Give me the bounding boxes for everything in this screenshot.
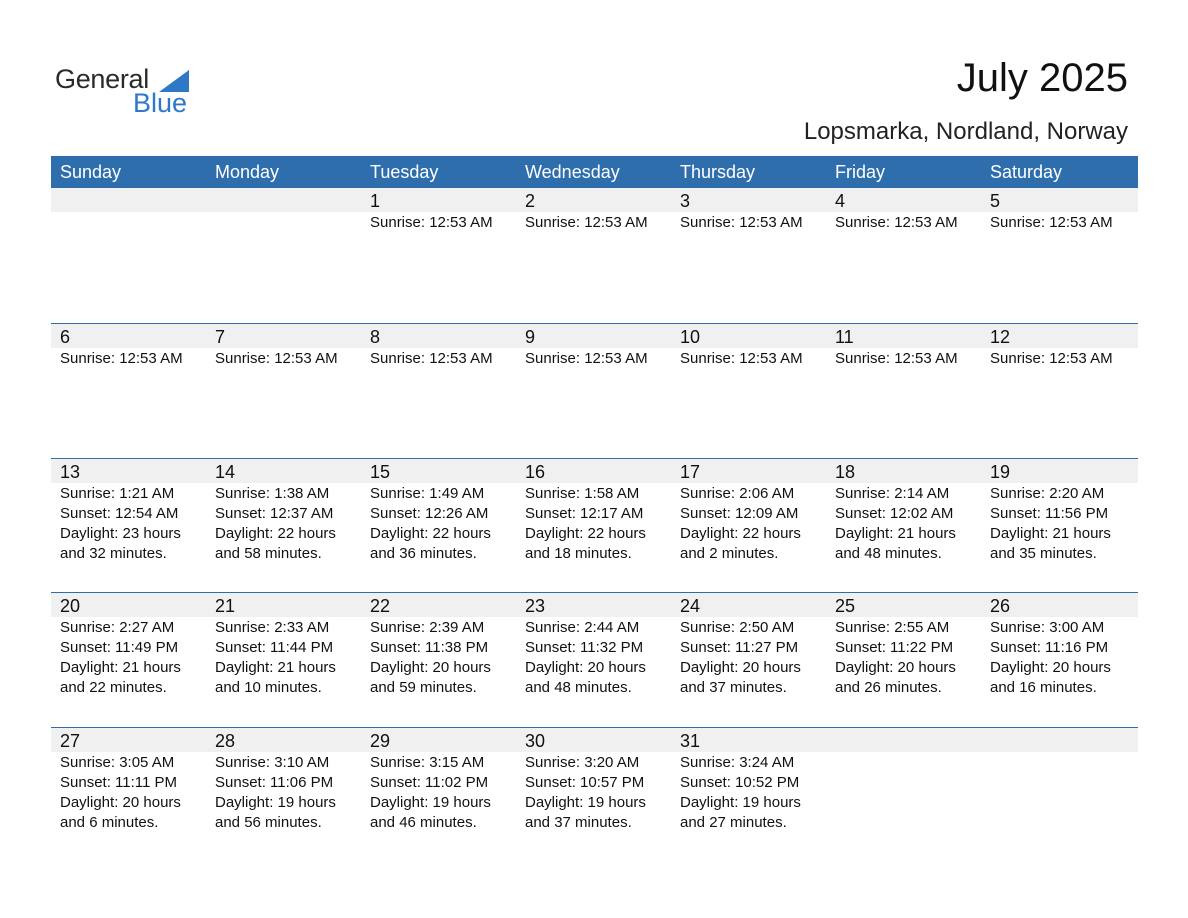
day-info-line: Sunrise: 2:55 AM: [835, 619, 950, 636]
day-info-line: and 35 minutes.: [990, 544, 1097, 562]
day-number: 4: [835, 191, 846, 211]
day-cell: [826, 483, 981, 564]
day-number-row: [51, 459, 1138, 483]
day-details-row: [51, 348, 1138, 369]
day-number: 30: [525, 730, 546, 751]
day-number: 8: [370, 327, 381, 347]
day-info-line: Sunset: 12:09 AM: [680, 504, 799, 522]
calendar-week: [51, 323, 1138, 458]
day-number: 12: [990, 327, 1011, 347]
day-info-line: Sunset: 12:02 AM: [835, 504, 954, 522]
day-info-line: Sunrise: 12:53 AM: [215, 350, 338, 367]
day-cell: [671, 483, 826, 564]
day-info-line: Sunrise: 3:10 AM: [215, 753, 330, 771]
day-info-line: Daylight: 23 hours: [60, 524, 181, 542]
day-number: 13: [60, 461, 81, 482]
day-info-line: Sunrise: 12:53 AM: [990, 350, 1113, 367]
day-info-line: Daylight: 19 hours: [525, 793, 646, 811]
day-details-row: [51, 212, 1138, 233]
day-cell: [51, 752, 206, 833]
day-info-line: Daylight: 22 hours: [525, 524, 646, 542]
location-subtitle: Lopsmarka, Nordland, Norway: [803, 118, 1128, 145]
day-cell: [826, 752, 981, 833]
day-cell: [361, 752, 516, 833]
calendar-week: [51, 592, 1138, 727]
day-info-line: Sunset: 11:49 PM: [60, 639, 179, 656]
day-info-line: Sunrise: 12:53 AM: [990, 214, 1113, 231]
day-number-row: [51, 188, 1138, 212]
day-cell: [671, 617, 826, 698]
day-info-line: and 46 minutes.: [370, 813, 477, 831]
day-info-line: Sunrise: 2:50 AM: [680, 619, 795, 636]
day-info-line: and 32 minutes.: [60, 544, 167, 562]
weekday-sunday: Sunday: [60, 162, 122, 182]
day-info-line: Sunrise: 12:53 AM: [835, 214, 958, 231]
weekday-header: [51, 156, 1138, 188]
day-cell: [51, 212, 206, 233]
day-info-line: Sunset: 11:22 PM: [835, 639, 954, 656]
day-info-line: Daylight: 22 hours: [680, 524, 801, 542]
day-cell: [826, 617, 981, 698]
day-info-line: Sunrise: 1:38 AM: [215, 484, 330, 502]
day-cell: [516, 212, 671, 233]
day-info-line: Sunrise: 2:06 AM: [680, 484, 795, 502]
weeks-container: [51, 188, 1138, 861]
day-cell: [516, 483, 671, 564]
day-cell: [361, 483, 516, 564]
day-cell: [826, 348, 981, 369]
day-info-line: Sunrise: 12:53 AM: [60, 350, 183, 367]
day-number: 27: [60, 730, 81, 751]
weekday-wednesday: Wednesday: [525, 162, 620, 182]
day-info-line: and 18 minutes.: [525, 544, 632, 562]
day-info-line: and 16 minutes.: [990, 679, 1097, 696]
day-number: [981, 728, 1138, 752]
day-info-line: Sunset: 11:27 PM: [680, 639, 799, 656]
day-info-line: Sunrise: 12:53 AM: [525, 214, 648, 231]
day-number: 16: [525, 461, 546, 482]
day-info-line: Sunrise: 1:49 AM: [370, 484, 485, 502]
day-cell: [981, 752, 1138, 833]
day-info-line: Sunset: 12:17 AM: [525, 504, 644, 522]
day-info-line: Sunrise: 3:24 AM: [680, 753, 795, 771]
day-number: 6: [60, 327, 71, 347]
day-info-line: Sunset: 11:02 PM: [370, 773, 489, 791]
day-number: 20: [60, 596, 81, 616]
day-number: 24: [680, 596, 701, 616]
calendar-grid: [51, 156, 1138, 861]
day-cell: [981, 348, 1138, 369]
day-number: 1: [370, 191, 381, 211]
day-info-line: Sunrise: 12:53 AM: [525, 350, 648, 367]
page-title: July 2025: [956, 56, 1128, 100]
day-number: 7: [215, 327, 226, 347]
weekday-thursday: Thursday: [680, 162, 756, 182]
weekday-friday: Friday: [835, 162, 886, 182]
day-info-line: Sunset: 12:26 AM: [370, 504, 489, 522]
day-number-row: [51, 593, 1138, 617]
day-cell: [51, 483, 206, 564]
day-info-line: Daylight: 22 hours: [370, 524, 491, 542]
day-number: 31: [680, 730, 701, 751]
day-info-line: Daylight: 19 hours: [215, 793, 336, 811]
day-details-row: [51, 617, 1138, 698]
day-info-line: Sunrise: 12:53 AM: [680, 350, 803, 367]
day-info-line: Sunrise: 2:44 AM: [525, 619, 640, 636]
day-number: [826, 728, 981, 752]
logo-blue-text: Blue: [133, 88, 188, 118]
day-number-row: [51, 728, 1138, 752]
day-info-line: Sunrise: 2:20 AM: [990, 484, 1105, 502]
day-info-line: Daylight: 19 hours: [370, 793, 491, 811]
day-info-line: Sunrise: 3:05 AM: [60, 753, 175, 771]
day-info-line: and 48 minutes.: [525, 679, 632, 696]
day-info-line: Daylight: 20 hours: [990, 659, 1111, 676]
day-number: 23: [525, 596, 546, 616]
day-info-line: and 56 minutes.: [215, 813, 322, 831]
day-info-line: Sunrise: 2:14 AM: [835, 484, 950, 502]
day-number: 14: [215, 461, 236, 482]
day-info-line: Sunrise: 3:15 AM: [370, 753, 485, 771]
day-info-line: and 59 minutes.: [370, 679, 477, 696]
day-cell: [671, 752, 826, 833]
day-info-line: Daylight: 21 hours: [990, 524, 1111, 542]
day-number: 26: [990, 596, 1011, 616]
day-info-line: Sunrise: 2:39 AM: [370, 619, 485, 636]
day-cell: [206, 212, 361, 233]
weekday-monday: Monday: [215, 162, 280, 182]
weekday-saturday: Saturday: [990, 162, 1063, 182]
day-info-line: Sunset: 11:11 PM: [60, 773, 178, 791]
day-info-line: Sunrise: 3:20 AM: [525, 753, 640, 771]
day-number: 28: [215, 730, 236, 751]
day-info-line: Sunset: 11:32 PM: [525, 639, 644, 656]
calendar-week: [51, 458, 1138, 593]
day-cell: [361, 212, 516, 233]
day-info-line: and 37 minutes.: [525, 813, 632, 831]
day-number: 10: [680, 327, 701, 347]
day-info-line: Sunset: 12:37 AM: [215, 504, 334, 522]
day-info-line: Daylight: 19 hours: [680, 793, 801, 811]
day-number: 15: [370, 461, 391, 482]
day-cell: [516, 617, 671, 698]
day-info-line: and 10 minutes.: [215, 679, 322, 696]
day-info-line: Sunrise: 2:33 AM: [215, 619, 330, 636]
day-info-line: Sunset: 11:56 PM: [990, 504, 1109, 522]
day-cell: [516, 752, 671, 833]
weekday-tuesday: Tuesday: [370, 162, 439, 182]
day-info-line: Sunrise: 12:53 AM: [370, 214, 493, 231]
day-cell: [206, 483, 361, 564]
general-blue-logo: [55, 62, 205, 118]
day-number: 11: [835, 327, 854, 347]
day-info-line: Sunset: 10:52 PM: [680, 773, 800, 791]
day-info-line: Sunset: 10:57 PM: [525, 773, 645, 791]
day-info-line: and 48 minutes.: [835, 544, 942, 562]
day-info-line: and 2 minutes.: [680, 544, 779, 562]
day-info-line: Daylight: 21 hours: [60, 659, 181, 676]
day-cell: [206, 752, 361, 833]
day-info-line: Sunset: 11:44 PM: [215, 639, 334, 656]
day-info-line: and 27 minutes.: [680, 813, 787, 831]
day-number: 25: [835, 596, 856, 616]
day-info-line: and 36 minutes.: [370, 544, 477, 562]
day-number: 17: [680, 461, 701, 482]
day-info-line: Daylight: 20 hours: [835, 659, 956, 676]
day-details-row: [51, 483, 1138, 564]
day-number: [206, 188, 361, 212]
day-cell: [361, 348, 516, 369]
day-number-row: [51, 324, 1138, 348]
day-info-line: Daylight: 21 hours: [215, 659, 336, 676]
day-info-line: and 58 minutes.: [215, 544, 322, 562]
day-info-line: Sunrise: 3:00 AM: [990, 619, 1105, 636]
day-cell: [206, 348, 361, 369]
day-info-line: Sunset: 12:54 AM: [60, 504, 179, 522]
logo-general-text: General: [55, 64, 149, 94]
day-cell: [206, 617, 361, 698]
day-info-line: and 37 minutes.: [680, 679, 787, 696]
day-info-line: Daylight: 20 hours: [680, 659, 801, 676]
day-info-line: Sunrise: 2:27 AM: [60, 619, 175, 636]
day-number: 5: [990, 191, 1001, 211]
day-cell: [826, 212, 981, 233]
day-number: 29: [370, 730, 391, 751]
day-number: 18: [835, 461, 856, 482]
day-info-line: Sunrise: 1:21 AM: [60, 484, 175, 502]
calendar-week: [51, 188, 1138, 323]
day-cell: [671, 212, 826, 233]
day-info-line: Sunrise: 12:53 AM: [835, 350, 958, 367]
day-number: 9: [525, 327, 536, 347]
day-cell: [981, 617, 1138, 698]
day-info-line: Daylight: 20 hours: [525, 659, 646, 676]
day-cell: [51, 617, 206, 698]
day-details-row: [51, 752, 1138, 833]
day-info-line: Sunrise: 1:58 AM: [525, 484, 640, 502]
calendar-week: [51, 727, 1138, 862]
day-info-line: Sunset: 11:16 PM: [990, 639, 1109, 656]
day-info-line: Sunset: 11:06 PM: [215, 773, 334, 791]
day-number: 22: [370, 596, 391, 616]
day-number: 19: [990, 461, 1011, 482]
day-number: 3: [680, 191, 691, 211]
day-info-line: Sunset: 11:38 PM: [370, 639, 489, 656]
day-info-line: Daylight: 20 hours: [370, 659, 491, 676]
day-cell: [361, 617, 516, 698]
day-info-line: Sunrise: 12:53 AM: [370, 350, 493, 367]
day-cell: [981, 212, 1138, 233]
day-info-line: Daylight: 20 hours: [60, 793, 181, 811]
day-cell: [516, 348, 671, 369]
day-cell: [981, 483, 1138, 564]
day-info-line: and 22 minutes.: [60, 679, 167, 696]
day-number: [51, 188, 206, 212]
day-info-line: Sunrise: 12:53 AM: [680, 214, 803, 231]
day-info-line: Daylight: 22 hours: [215, 524, 336, 542]
day-number: 21: [215, 596, 236, 616]
day-number: 2: [525, 191, 536, 211]
day-cell: [671, 348, 826, 369]
day-info-line: and 26 minutes.: [835, 679, 942, 696]
day-cell: [51, 348, 206, 369]
day-info-line: Daylight: 21 hours: [835, 524, 956, 542]
day-info-line: and 6 minutes.: [60, 813, 159, 831]
